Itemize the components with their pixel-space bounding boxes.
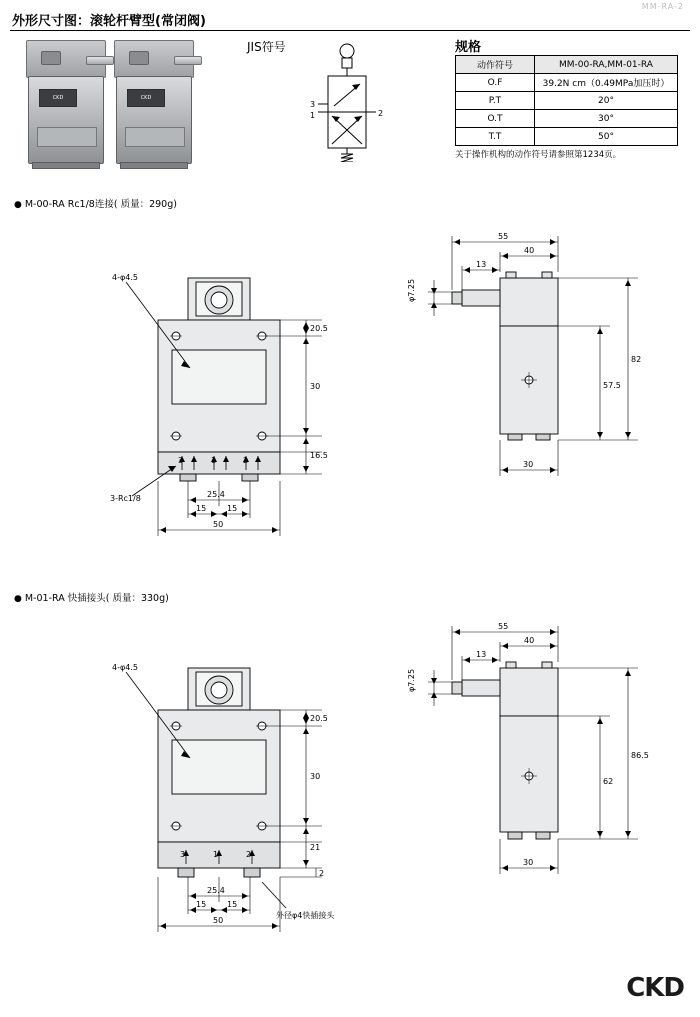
product-photo-1 bbox=[26, 36, 104, 166]
port-2: 2 bbox=[246, 850, 252, 859]
dim-16-5: 16.5 bbox=[310, 451, 328, 460]
svg-text:1: 1 bbox=[310, 111, 316, 120]
dim-20-5: 20.5 bbox=[310, 324, 328, 333]
port-1: 1 bbox=[213, 850, 219, 859]
dim-30: 30 bbox=[310, 772, 321, 781]
bullet-icon: ● bbox=[14, 594, 22, 604]
photo-base bbox=[120, 162, 188, 169]
dim-30-side: 30 bbox=[523, 460, 534, 469]
product-photos bbox=[26, 36, 206, 171]
dim-phi-7-25: φ7.25 bbox=[407, 278, 416, 302]
dim-57-5: 57.5 bbox=[603, 381, 621, 390]
spec-row-label: O.F bbox=[456, 74, 535, 92]
dim-62: 62 bbox=[603, 777, 614, 786]
page-title: 外形尺寸图：滚轮杆臂型(常闭阀) bbox=[12, 14, 206, 29]
product-photo-2 bbox=[114, 36, 192, 166]
photo-nameplate: CKD bbox=[39, 89, 77, 107]
photo-stem bbox=[86, 56, 114, 65]
photo-cap-detail bbox=[41, 51, 61, 65]
svg-text:2: 2 bbox=[378, 109, 384, 118]
table-row bbox=[456, 74, 678, 92]
note-quick-fitting: 外径φ4快插接头 bbox=[276, 911, 335, 920]
table-header-row bbox=[456, 56, 678, 74]
note-4-phi4-5: 4-φ4.5 bbox=[112, 273, 138, 282]
title-divider bbox=[10, 30, 690, 31]
spec-row-label: P.T bbox=[456, 92, 535, 110]
dim-20-5: 20.5 bbox=[310, 714, 328, 723]
photo-base bbox=[32, 162, 100, 169]
section-heading-m01 bbox=[14, 590, 169, 604]
spec-row-label: T.T bbox=[456, 128, 535, 146]
dim-25-4: 25.4 bbox=[207, 490, 225, 499]
dim-86-5: 86.5 bbox=[631, 751, 649, 760]
table-row bbox=[456, 92, 678, 110]
spec-col-0: 动作符号 bbox=[456, 56, 535, 74]
section-heading-m00 bbox=[14, 196, 177, 210]
spec-row-value: 20° bbox=[535, 92, 678, 110]
dim-15a: 15 bbox=[196, 900, 207, 909]
port-1: 1 bbox=[211, 456, 217, 465]
header-code: MM-RA-2 bbox=[641, 2, 684, 11]
dim-phi-7-25: φ7.25 bbox=[407, 668, 416, 692]
note-3-rc18: 3-Rc1/8 bbox=[110, 494, 141, 503]
svg-text:3: 3 bbox=[310, 100, 316, 109]
dim-2: 2 bbox=[319, 869, 325, 878]
spec-row-value: 50° bbox=[535, 128, 678, 146]
dim-13: 13 bbox=[476, 260, 487, 269]
table-row bbox=[456, 110, 678, 128]
section-label: M-00-RA Rc1/8连接( 质量：290g) bbox=[24, 199, 177, 210]
dim-15a: 15 bbox=[196, 504, 207, 513]
drawing-m01-front-view bbox=[110, 650, 360, 950]
brand-logo: CKD bbox=[626, 973, 684, 1003]
spec-row-label: O.T bbox=[456, 110, 535, 128]
photo-slot bbox=[125, 127, 185, 147]
drawing-m01-side-view bbox=[400, 618, 660, 918]
drawing-m00-front-view bbox=[110, 260, 360, 560]
spec-col-1: MM-00-RA,MM-01-RA bbox=[535, 56, 678, 74]
photo-slot bbox=[37, 127, 97, 147]
dim-13: 13 bbox=[476, 650, 487, 659]
port-3: 3 bbox=[180, 850, 186, 859]
spec-title: 规格 bbox=[455, 40, 482, 55]
dim-40: 40 bbox=[524, 246, 535, 255]
photo-body bbox=[28, 76, 104, 164]
dim-55: 55 bbox=[498, 232, 509, 241]
photo-stem bbox=[174, 56, 202, 65]
dim-21: 21 bbox=[310, 843, 321, 852]
dim-82: 82 bbox=[631, 355, 642, 364]
spec-row-value: 39.2N cm（0.49MPa加压时） bbox=[535, 74, 678, 92]
spec-table bbox=[455, 55, 678, 146]
port-3: 3 bbox=[178, 456, 184, 465]
dim-25-4: 25.4 bbox=[207, 886, 225, 895]
dim-15b: 15 bbox=[227, 504, 238, 513]
port-2: 2 bbox=[243, 456, 249, 465]
note-4-phi4-5: 4-φ4.5 bbox=[112, 663, 138, 672]
photo-nameplate: CKD bbox=[127, 89, 165, 107]
dim-50: 50 bbox=[213, 520, 224, 529]
photo-cap-detail bbox=[129, 51, 149, 65]
dim-40: 40 bbox=[524, 636, 535, 645]
jis-symbol-diagram bbox=[300, 42, 410, 162]
photo-body bbox=[116, 76, 192, 164]
drawing-m00-side-view bbox=[400, 228, 660, 528]
spec-note: 关于操作机构的动作符号请参照第1234页。 bbox=[455, 150, 622, 160]
dim-55: 55 bbox=[498, 622, 509, 631]
dim-15b: 15 bbox=[227, 900, 238, 909]
section-label: M-01-RA 快插接头( 质量：330g) bbox=[24, 593, 169, 604]
bullet-icon: ● bbox=[14, 200, 22, 210]
dim-50: 50 bbox=[213, 916, 224, 925]
jis-symbol-title: JIS符号 bbox=[247, 40, 286, 54]
dim-30-side: 30 bbox=[523, 858, 534, 867]
table-row bbox=[456, 128, 678, 146]
dim-30: 30 bbox=[310, 382, 321, 391]
spec-row-value: 30° bbox=[535, 110, 678, 128]
